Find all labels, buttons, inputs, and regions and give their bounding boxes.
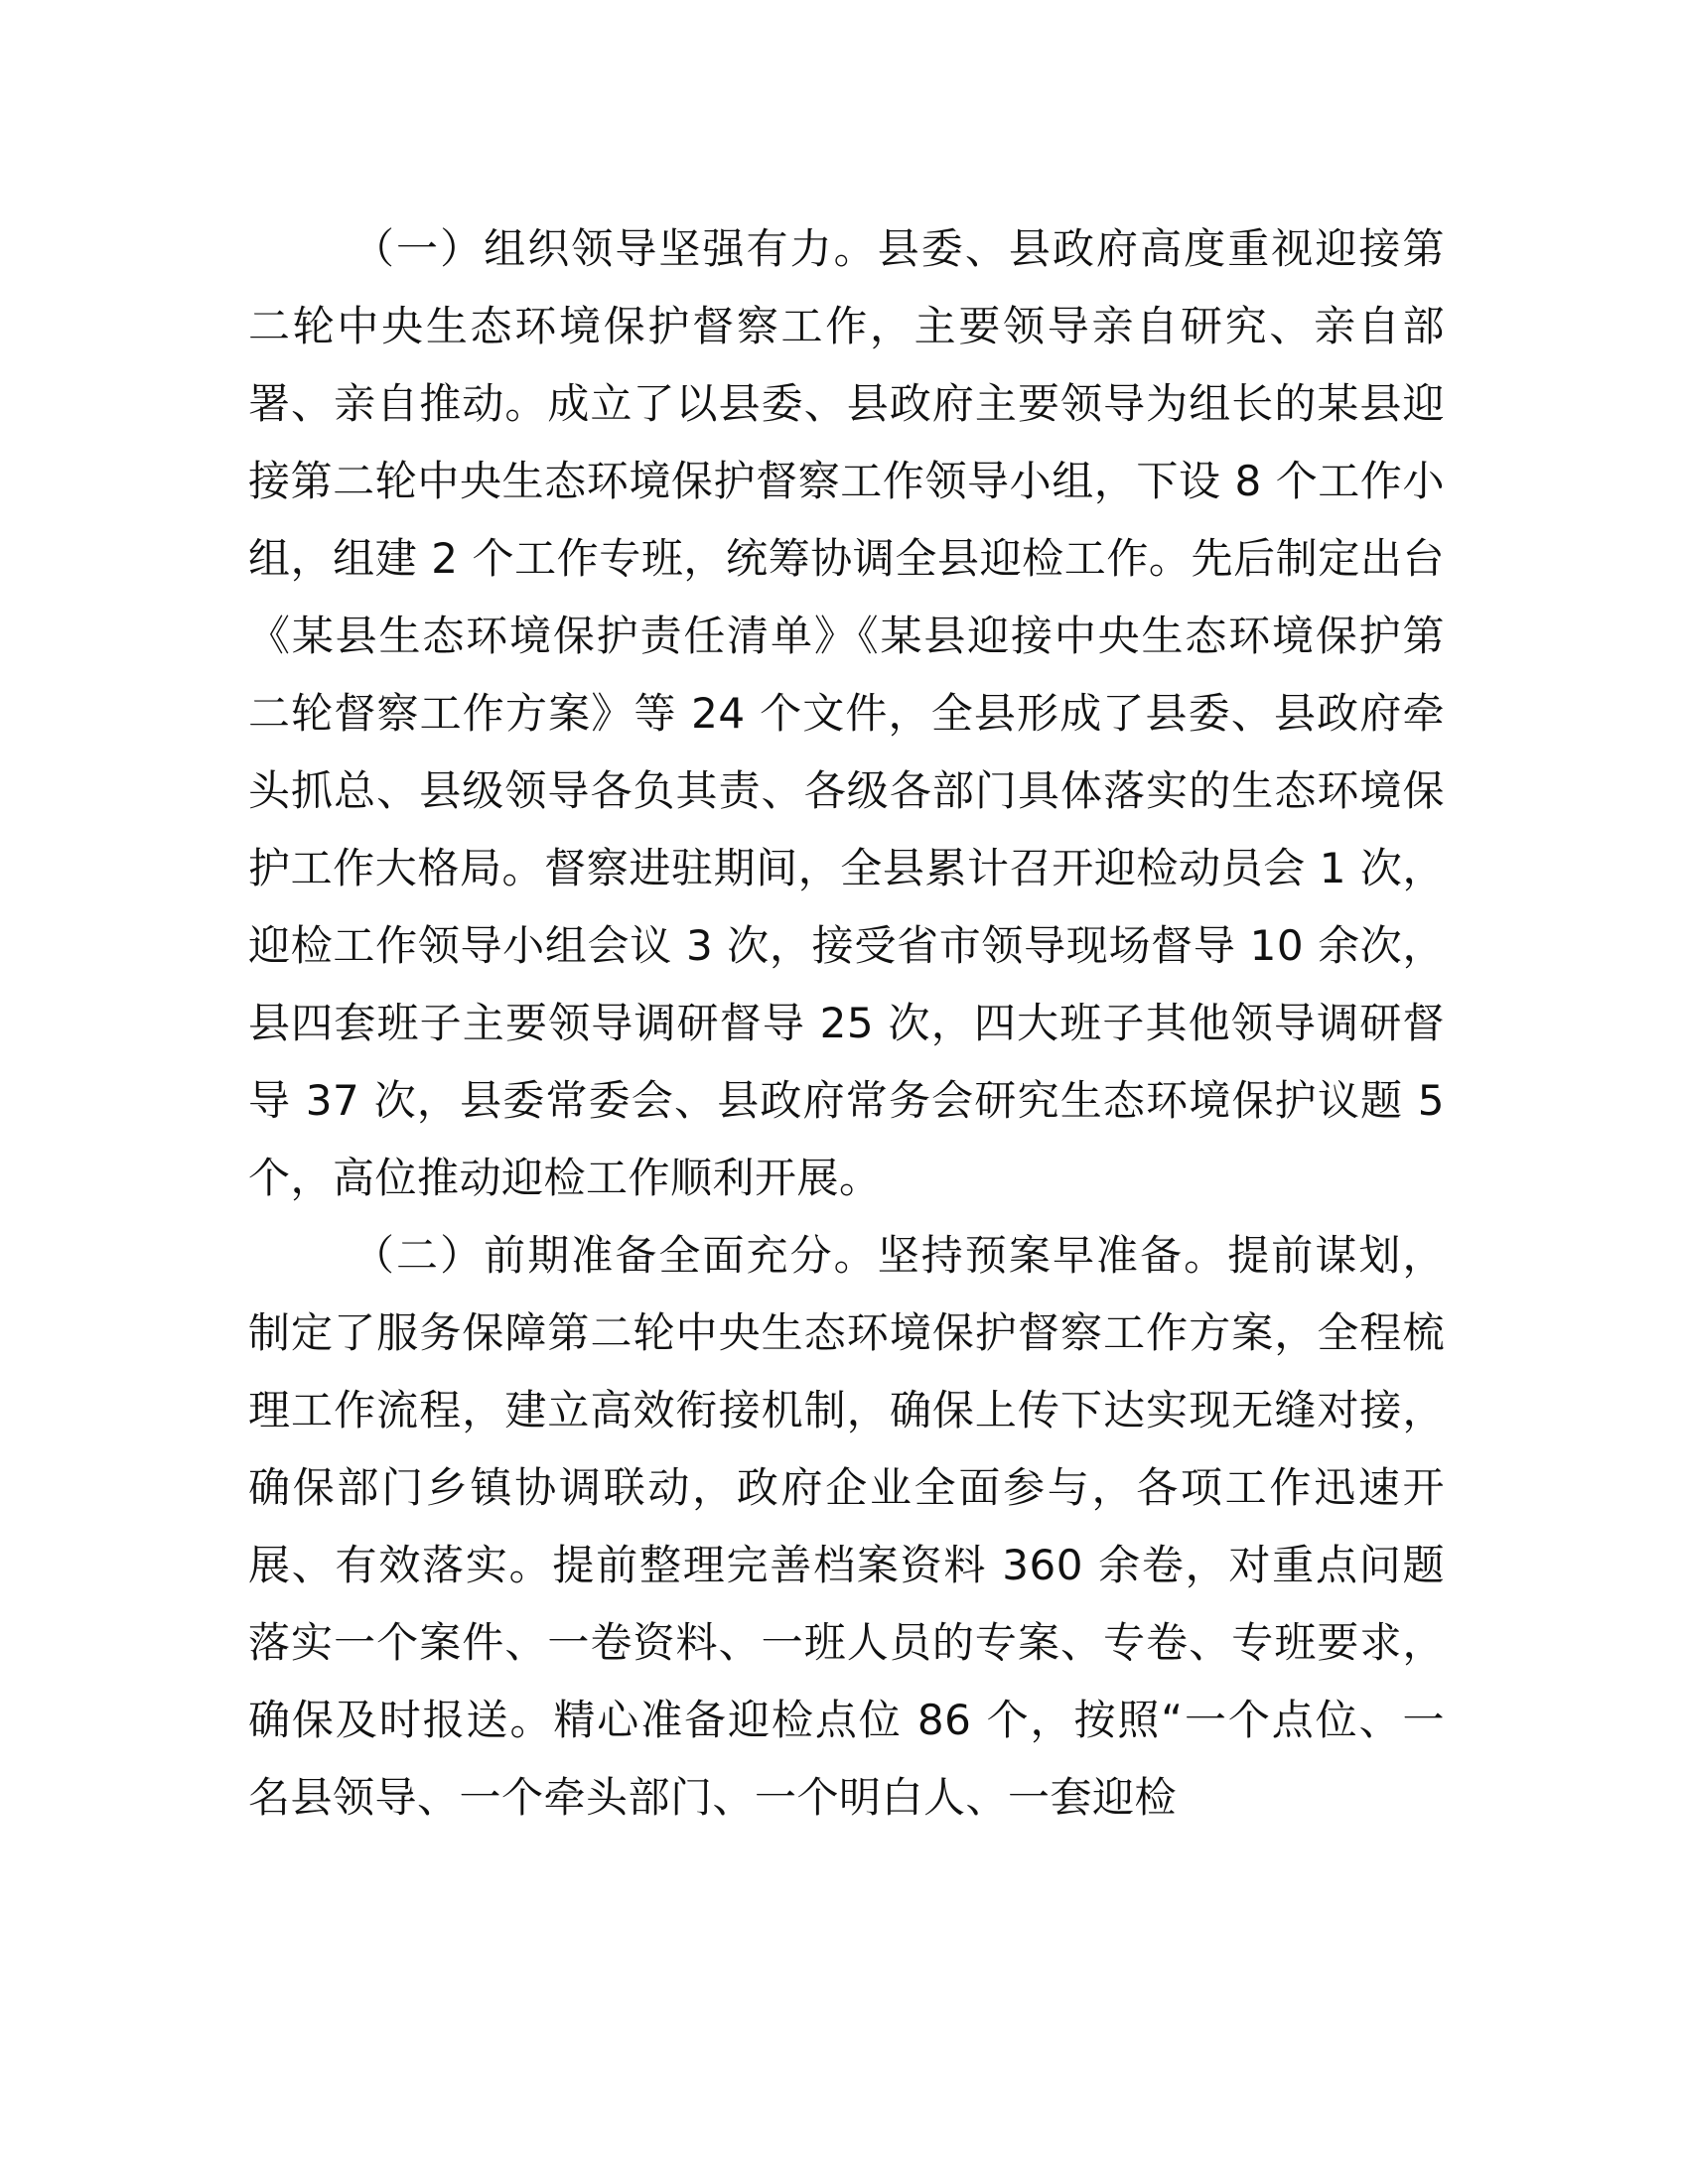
paragraph-organization-leadership: （一）组织领导坚强有力。县委、县政府高度重视迎接第二轮中央生态环境保护督察工作，主要领导亲自研究、亲自部署、亲自推动。成立了以县委、县政府主要领导为组长的某县迎接第二轮中央生态环境保护督察工作领导小组，下设 8 个工作小组，组建 2 个工作专班，统筹协调全县迎检工作。先后制定出台《某县生态环境保护责任清单》《某县迎接中央生态环境保护第二轮督察工作方案》等 24 个文件，全县形成了县委、县政府牵头抓总、县级领导各负其责、各级各部门具体落实的生态环境保护工作大格局。督察进驻期间，全县累计召开迎检动员会 1 次，迎检工作领导小组会议 3 次，接受省市领导现场督导 10 余次，县四套班子主要领导调研督导 25 次，四大班子其他领导调研督导 37 次，县委常委会、县政府常务会研究生态环境保护议题 5 个，高位推动迎检工作顺利开展。 [248,224,1445,1202]
paragraph-preliminary-preparation: （二）前期准备全面充分。坚持预案早准备。提前谋划，制定了服务保障第二轮中央生态环境保护督察工作方案，全程梳理工作流程，建立高效衔接机制，确保上传下达实现无缝对接，确保部门乡镇协调联动，政府企业全面参与，各项工作迅速开展、有效落实。提前整理完善档案资料 360 余卷，对重点问题落实一个案件、一卷资料、一班人员的专案、专卷、专班要求，确保及时报送。精心准备迎检点位 86 个，按照“一个点位、一名县领导、一个牵头部门、一个明白人、一套迎检 [248,1231,1445,1822]
document-body [248,210,1445,1837]
